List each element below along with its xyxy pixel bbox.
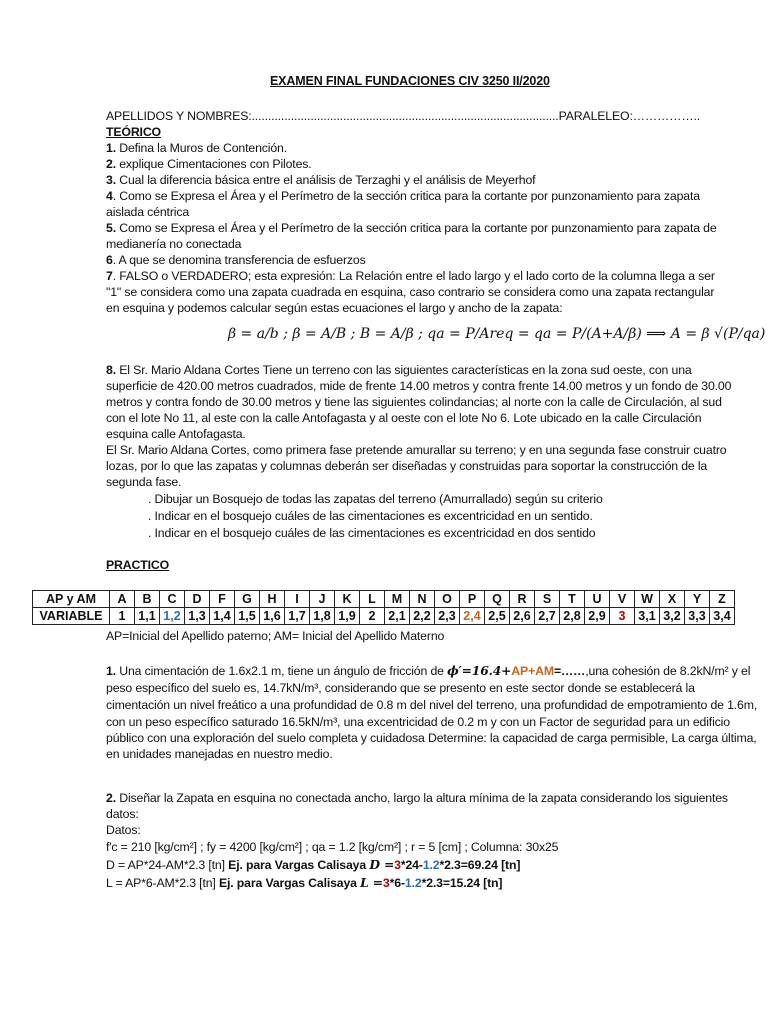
table-value-cell: 2,1 <box>385 608 410 625</box>
table-value-cell: 2,3 <box>435 608 460 625</box>
table-letter-cell: L <box>360 591 385 608</box>
p2-line2: datos: <box>106 807 139 821</box>
table-letter-cell: A <box>110 591 135 608</box>
table-value-cell: 1,3 <box>185 608 210 625</box>
ap-am-table <box>32 590 735 625</box>
table-letter-cell: W <box>635 591 660 608</box>
table-value-cell: 1,4 <box>210 608 235 625</box>
table-letter-cell: D <box>185 591 210 608</box>
exam-title: EXAMEN FINAL FUNDACIONES CIV 3250 II/2020 <box>270 74 550 88</box>
table-value-cell: 3,2 <box>660 608 685 625</box>
table-value-cell: 1,8 <box>310 608 335 625</box>
table-value-cell: 2,6 <box>510 608 535 625</box>
table-value-cell: 1,5 <box>235 608 260 625</box>
table-letter-cell: P <box>460 591 485 608</box>
teorico-q3: 3. Cual la diferencia básica entre el análisis de Terzaghi y el análisis de Meyerhof <box>106 173 536 187</box>
table-letter-cell: I <box>285 591 310 608</box>
p1-line3: cimentación un nivel freático a una profundidad de 0.8 m del nivel del terreno, una profundidad de empotramiento de 1.6m, <box>106 698 758 712</box>
table-value-cell: 1,2 <box>160 608 185 625</box>
table-letter-cell: X <box>660 591 685 608</box>
table-letter-cell: R <box>510 591 535 608</box>
teorico-q8-line5: esquina calle Antofagasta. <box>106 427 246 441</box>
table-value-cell: 1 <box>110 608 135 625</box>
teorico-q8-line3: metros y contra fondo de 30.00 metros y tiene las siguientes colindancias; al norte con la calle de Circulación, al sud <box>106 395 722 409</box>
table-letter-cell: O <box>435 591 460 608</box>
q8-bullet-1: . Dibujar un Bosquejo de todas las zapatas del terreno (Amurrallado) según su criterio <box>148 492 603 506</box>
table-letter-cell: B <box>135 591 160 608</box>
table-value-cell: 2,8 <box>560 608 585 625</box>
p1-line5: público con una exploración del suelo completa y cuidadosa Determine: la capacidad de carga permisible, La carga última, <box>106 731 757 745</box>
teorico-q8-line6: El Sr. Mario Aldana Cortes, como primera fase pretende amurallar su terreno; y en una segunda fase construir cuatro <box>106 443 727 457</box>
table-letter-cell: F <box>210 591 235 608</box>
p1-line4: con un peso específico saturado 16.5kN/m³, una excentricidad de 0.2 m y con un Factor de seguridad para un edificio <box>106 715 730 729</box>
p2-line1: 2. Diseñar la Zapata en esquina no conectada ancho, largo la altura mínima de la zapata considerando los siguientes <box>106 791 728 805</box>
table-value-cell: 3 <box>610 608 635 625</box>
table-letter-cell: Z <box>710 591 735 608</box>
p2-d-line: D = AP*24-AM*2.3 [tn] Ej. para Vargas Calisaya D =3*24-1.2*2.3=69.24 [tn] <box>106 857 521 872</box>
p2-l-line: L = AP*6-AM*2.3 [tn] Ej. para Vargas Calisaya L =3*6-1.2*2.3=15.24 [tn] <box>106 875 503 890</box>
teorico-q7-cont: "1" se considera como una zapata cuadrada en esquina, caso contrario se considera como una zapata rectangular <box>106 285 715 299</box>
teorico-q4: 4. Como se Expresa el Área y el Perímetro de la sección critica para la cortante por punzonamiento para zapata <box>106 189 700 203</box>
table-letter-cell: G <box>235 591 260 608</box>
p2-datos: f′c = 210 [kg/cm²] ; fy = 4200 [kg/cm²] ; qa = 1.2 [kg/cm²] ; r = 5 [cm] ; Columna: 30x25 <box>106 840 559 854</box>
p1-line6: en unidades manejadas en nuestro medio. <box>106 747 333 761</box>
teorico-q1: 1. Defina la Muros de Contención. <box>106 141 287 155</box>
table-value-cell: 1,7 <box>285 608 310 625</box>
table-letter-cell: M <box>385 591 410 608</box>
table-note: AP=Inicial del Apellido paterno; AM= Inicial del Apellido Materno <box>106 629 445 643</box>
table-letter-cell: H <box>260 591 285 608</box>
table-letter-cell: V <box>610 591 635 608</box>
table-letter-cell: T <box>560 591 585 608</box>
zapata-formula: β = a/b ; β = A/B ; B = A/β ; qa = P/Areq = qa = P/(A+A/β) ⟹ A = β √(P/qa) <box>228 326 766 342</box>
table-value-cell: 2,7 <box>535 608 560 625</box>
table-letter-cell: K <box>335 591 360 608</box>
table-value-cell: 2 <box>360 608 385 625</box>
teorico-q8-line7: lozas, por lo que las zapatas y columnas deberán ser diseñadas y construidas para soportar la construcción de la <box>106 459 708 473</box>
teorico-q5: 5. Como se Expresa el Área y el Perímetro de la sección critica para la cortante por punzonamiento para zapata de <box>106 221 717 235</box>
teorico-q8-line2: superficie de 420.00 metros cuadrados, mide de frente 14.00 metros y contra frente 14.00 metros y un fondo de 30.00 <box>106 379 732 393</box>
table-value-cell: 2,9 <box>585 608 610 625</box>
table-letter-cell: U <box>585 591 610 608</box>
table-letter-cell: N <box>410 591 435 608</box>
name-field-label <box>106 108 700 124</box>
table-value-cell: 2,4 <box>460 608 485 625</box>
teorico-q2: 2. explique Cimentaciones con Pilotes. <box>106 157 312 171</box>
table-letter-cell: J <box>310 591 335 608</box>
teorico-q7: 7. FALSO o VERDADERO; esta expresión: La Relación entre el lado largo y el lado corto de la columna llega a ser <box>106 269 715 283</box>
table-value-cell: 3,1 <box>635 608 660 625</box>
name-label: APELLIDOS Y NOMBRES:.............................................................................................. <box>106 109 559 123</box>
table-value-cell: 2,2 <box>410 608 435 625</box>
table-value-cell: 2,5 <box>485 608 510 625</box>
teorico-q4-cont: aislada céntrica <box>106 205 190 219</box>
teorico-q5-cont: medianería no conectada <box>106 237 242 251</box>
table-value-cell: 1,9 <box>335 608 360 625</box>
teorico-heading: TEÓRICO <box>106 125 161 139</box>
table-letter-cell: C <box>160 591 185 608</box>
table-value-cell: 1,1 <box>135 608 160 625</box>
p1-line2: peso específico del suelo es, 14.7kN/m³, considerando que se presento en este sector donde se establecerá la <box>106 681 695 695</box>
paralelo-label: PARALELEO:…………….. <box>558 109 700 123</box>
teorico-q8-line1: 8. El Sr. Mario Aldana Cortes Tiene un terreno con las siguientes características en la zona sud oeste, con una <box>106 363 692 377</box>
ap-am-label: AP y AM <box>33 591 110 608</box>
p2-line3: Datos: <box>106 823 141 837</box>
variable-label: VARIABLE <box>33 608 110 625</box>
table-letter-cell: Q <box>485 591 510 608</box>
practico-heading: PRACTICO <box>106 558 170 572</box>
table-letter-cell: S <box>535 591 560 608</box>
table-value-cell: 1,6 <box>260 608 285 625</box>
table-value-cell: 3,3 <box>685 608 710 625</box>
teorico-q7-cont2: en esquina y podemos calcular según estas ecuaciones el largo y ancho de la zapata: <box>106 301 563 315</box>
table-letter-cell: Y <box>685 591 710 608</box>
q8-bullet-3: . Indicar en el bosquejo cuáles de las cimentaciones es excentricidad en dos sentido <box>148 526 596 540</box>
table-value-cell: 3,4 <box>710 608 735 625</box>
teorico-q8-line8: segunda fase. <box>106 475 182 489</box>
teorico-q8-line4: con el lote No 11, al este con la calle Antofagasta y al oeste con el lote No 6. Lote ubicado en la calle Circulación <box>106 411 702 425</box>
p1-line1: 1. Una cimentación de 1.6x2.1 m, tiene un ángulo de fricción de ϕ′=16.4+AP+AM=……,una cohesión de 8.2kN/m² y el <box>106 663 751 678</box>
q8-bullet-2: . Indicar en el bosquejo cuáles de las cimentaciones es excentricidad en un sentido. <box>148 509 593 523</box>
teorico-q6: 6. A que se denomina transferencia de esfuerzos <box>106 253 366 267</box>
